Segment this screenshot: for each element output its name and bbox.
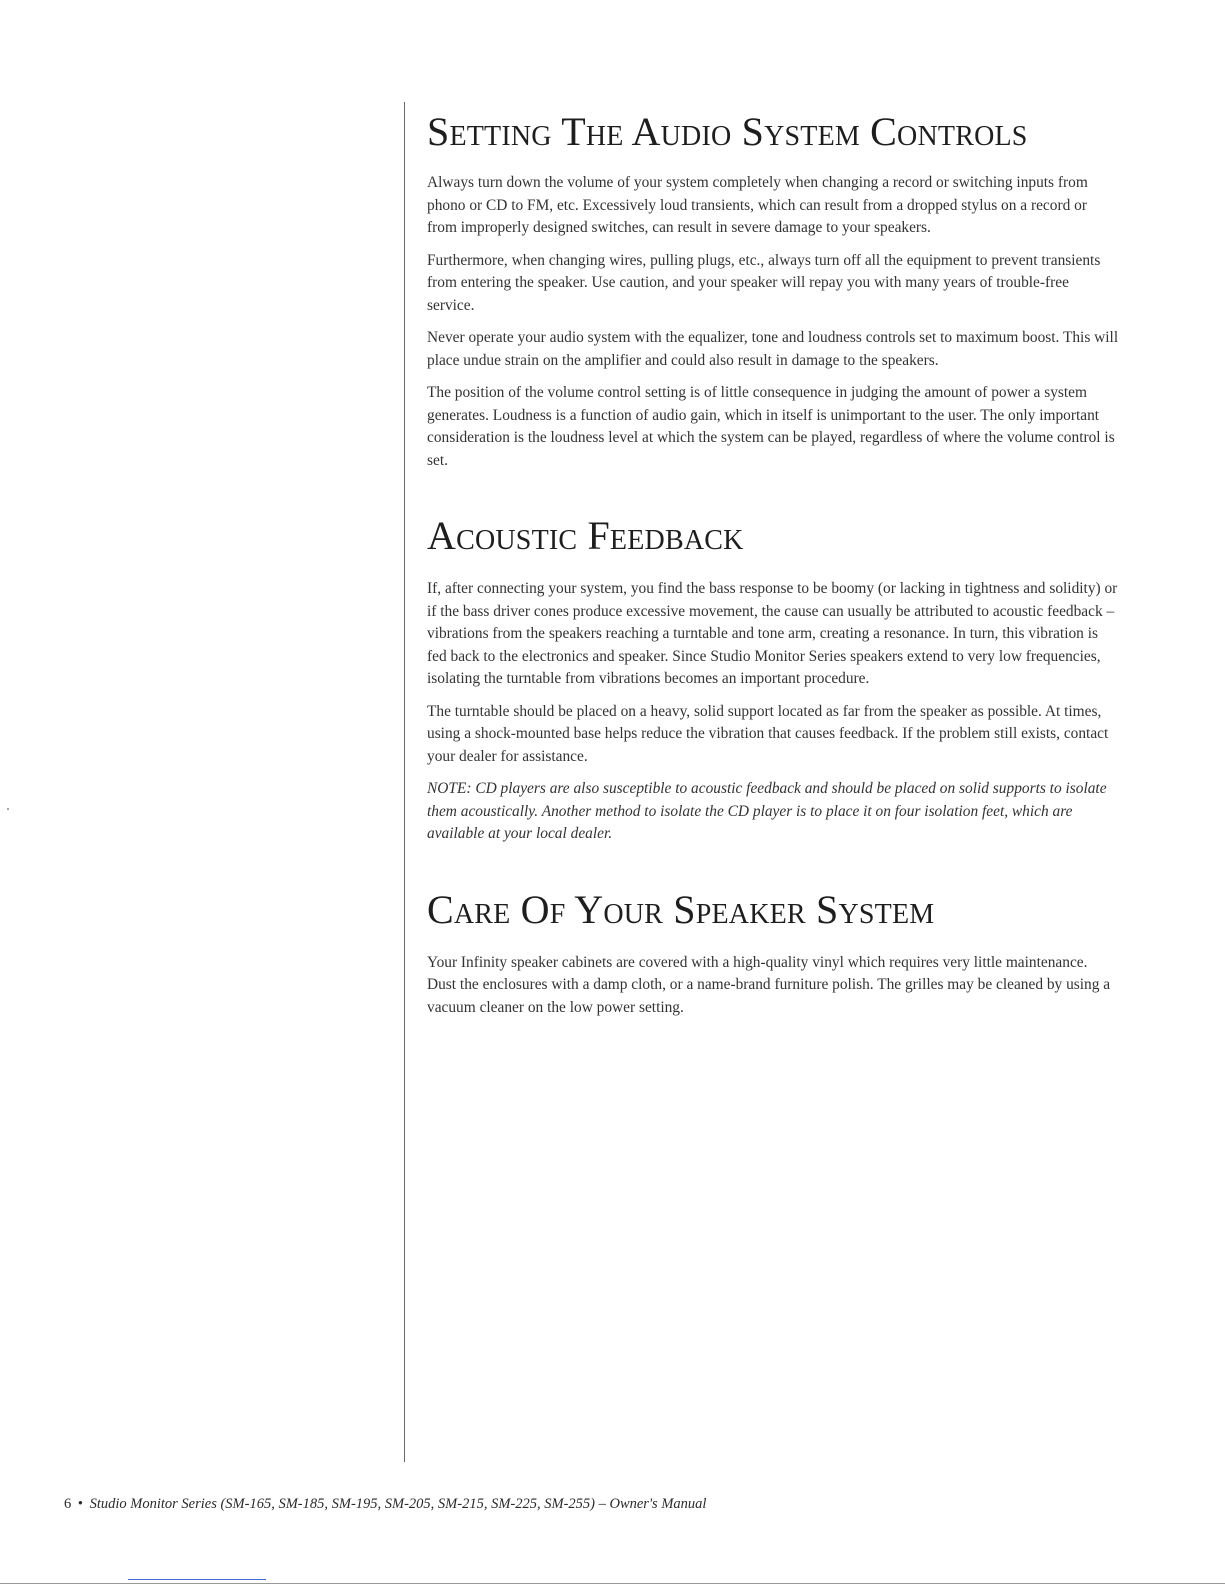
footer-manual-title: Studio Monitor Series (SM-165, SM-185, SM-195, SM-205, SM-215, SM-225, SM-255) – Owner's Manual — [89, 1496, 707, 1512]
audio-controls-paragraph-4: The position of the volume control setting is of little consequence in judging the amount of power a system generates. Loudness is a function of audio gain, which in itself is unimportant to the user. The only important consideration is the loudness level at which the system can be played, regardless of where the volume control is set. — [427, 384, 1115, 469]
page-bottom-border — [0, 1583, 1225, 1584]
acoustic-feedback-paragraph-2: The turntable should be placed on a heavy, solid support located as far from the speaker as possible. At times, using a shock-mounted base helps reduce the vibration that causes feedback. If the problem still exists, contact your dealer for assistance. — [427, 702, 1109, 765]
section-heading-speaker-care: Care Of Your Speaker System — [427, 886, 935, 932]
acoustic-feedback-note: NOTE: CD players are also susceptible to acoustic feedback and should be placed on solid supports to isolate them acoustically. Another method to isolate the CD player is to place it on four isolation feet, which are available at your local dealer. — [427, 780, 1107, 842]
audio-controls-paragraph-2: Furthermore, when changing wires, pulling plugs, etc., always turn off all the equipment to prevent transients from entering the speaker. Use caution, and your speaker will repay you with many years of trouble-free service. — [427, 251, 1101, 314]
speaker-care-paragraph-1: Your Infinity speaker cabinets are covered with a high-quality vinyl which requires very little maintenance. Dust the enclosures with a damp cloth, or a name-brand furniture polish. The grilles may be cleaned by using a vacuum cleaner on the low power setting. — [427, 953, 1111, 1016]
acoustic-feedback-paragraph-1: If, after connecting your system, you find the bass response to be boomy (or lacking in tightness and solidity) or if the bass driver cones produce excessive movement, the cause can usually be attributed to acoustic feedback – vibrations from the speakers reaching a turntable and tone arm, creating a resonance. In turn, this vibration is fed back to the electronics and speaker. Since Studio Monitor Series speakers extend to very low frequencies, isolating the turntable from vibrations becomes an important procedure. — [427, 580, 1118, 687]
audio-controls-paragraph-3: Never operate your audio system with the equalizer, tone and loudness controls set to maximum boost. This will place undue strain on the amplifier and could also result in damage to the speakers. — [427, 329, 1119, 369]
bullet-separator: • — [77, 1496, 83, 1512]
bottom-link-underline — [128, 1579, 266, 1580]
audio-controls-paragraph-1: Always turn down the volume of your system completely when changing a record or switching inputs from phono or CD to FM, etc. Excessively loud transients, which can result from a dropped stylus on a record or from improperly designed switches, can result in severe damage to your speakers. — [427, 174, 1088, 236]
page-footer — [64, 1496, 706, 1513]
section-heading-audio-controls: Setting The Audio System Controls — [427, 109, 1028, 154]
section-heading-acoustic-feedback: Acoustic Feedback — [427, 513, 744, 558]
page-content — [427, 108, 1119, 1029]
column-divider-rule — [404, 102, 405, 1462]
scan-speck — [7, 808, 9, 810]
page-number: 6 — [64, 1496, 72, 1512]
